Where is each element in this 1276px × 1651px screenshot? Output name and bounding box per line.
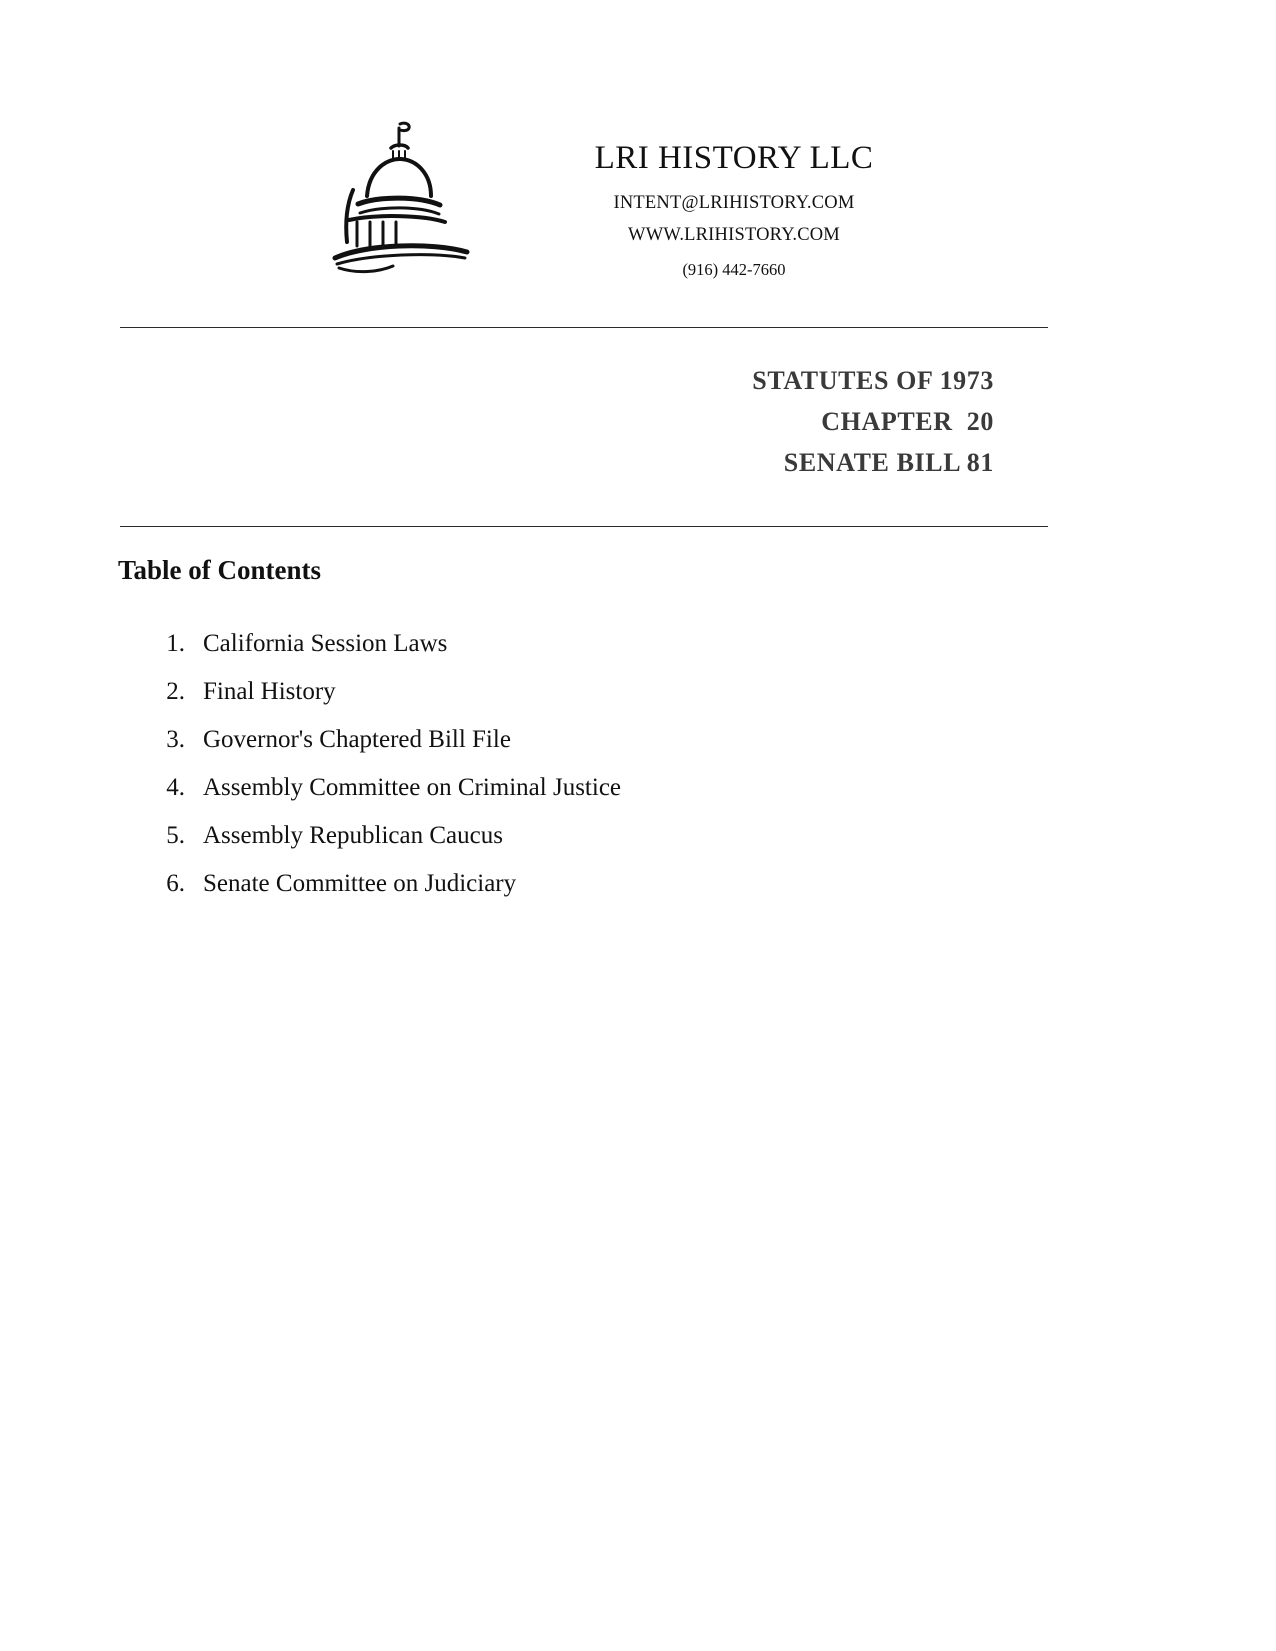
list-item[interactable] [118, 716, 1048, 764]
list-item[interactable] [118, 764, 1048, 812]
list-item[interactable] [118, 620, 1048, 668]
divider-bottom [120, 526, 1048, 527]
toc-item-number: 5. [166, 822, 185, 849]
website-text: WWW.LRIHISTORY.COM [628, 225, 840, 245]
toc-item-label: Assembly Republican Caucus [203, 822, 503, 849]
toc-item-label: California Session Laws [203, 630, 448, 657]
company-name: LRI HISTORY LLC [594, 140, 874, 176]
toc-list [118, 620, 1048, 908]
list-item[interactable] [118, 860, 1048, 908]
toc-item-label: Final History [203, 678, 336, 705]
toc-item-number: 3. [166, 726, 185, 753]
capitol-dome-logo-icon [327, 118, 477, 283]
list-item[interactable] [118, 812, 1048, 860]
document-title-block [120, 360, 994, 483]
email-text: INTENT@LRIHISTORY.COM [613, 193, 855, 213]
bill-line: SENATE BILL 81 [783, 448, 994, 477]
list-item[interactable] [118, 668, 1048, 716]
toc-item-label: Senate Committee on Judiciary [203, 870, 517, 897]
toc-item-label: Assembly Committee on Criminal Justice [203, 774, 622, 801]
toc-item-number: 2. [166, 678, 185, 705]
table-of-contents [118, 555, 1048, 908]
phone-text: (916) 442-7660 [682, 260, 786, 279]
toc-item-number: 1. [166, 630, 185, 657]
divider-top [120, 327, 1048, 328]
toc-heading: Table of Contents [118, 555, 322, 585]
toc-item-number: 6. [166, 870, 185, 897]
chapter-line: CHAPTER 20 [821, 407, 994, 436]
letterhead [0, 118, 1276, 283]
toc-item-number: 4. [166, 774, 185, 801]
statutes-line: STATUTES OF 1973 [752, 366, 994, 395]
masthead [519, 118, 949, 280]
toc-item-label: Governor's Chaptered Bill File [203, 726, 511, 753]
